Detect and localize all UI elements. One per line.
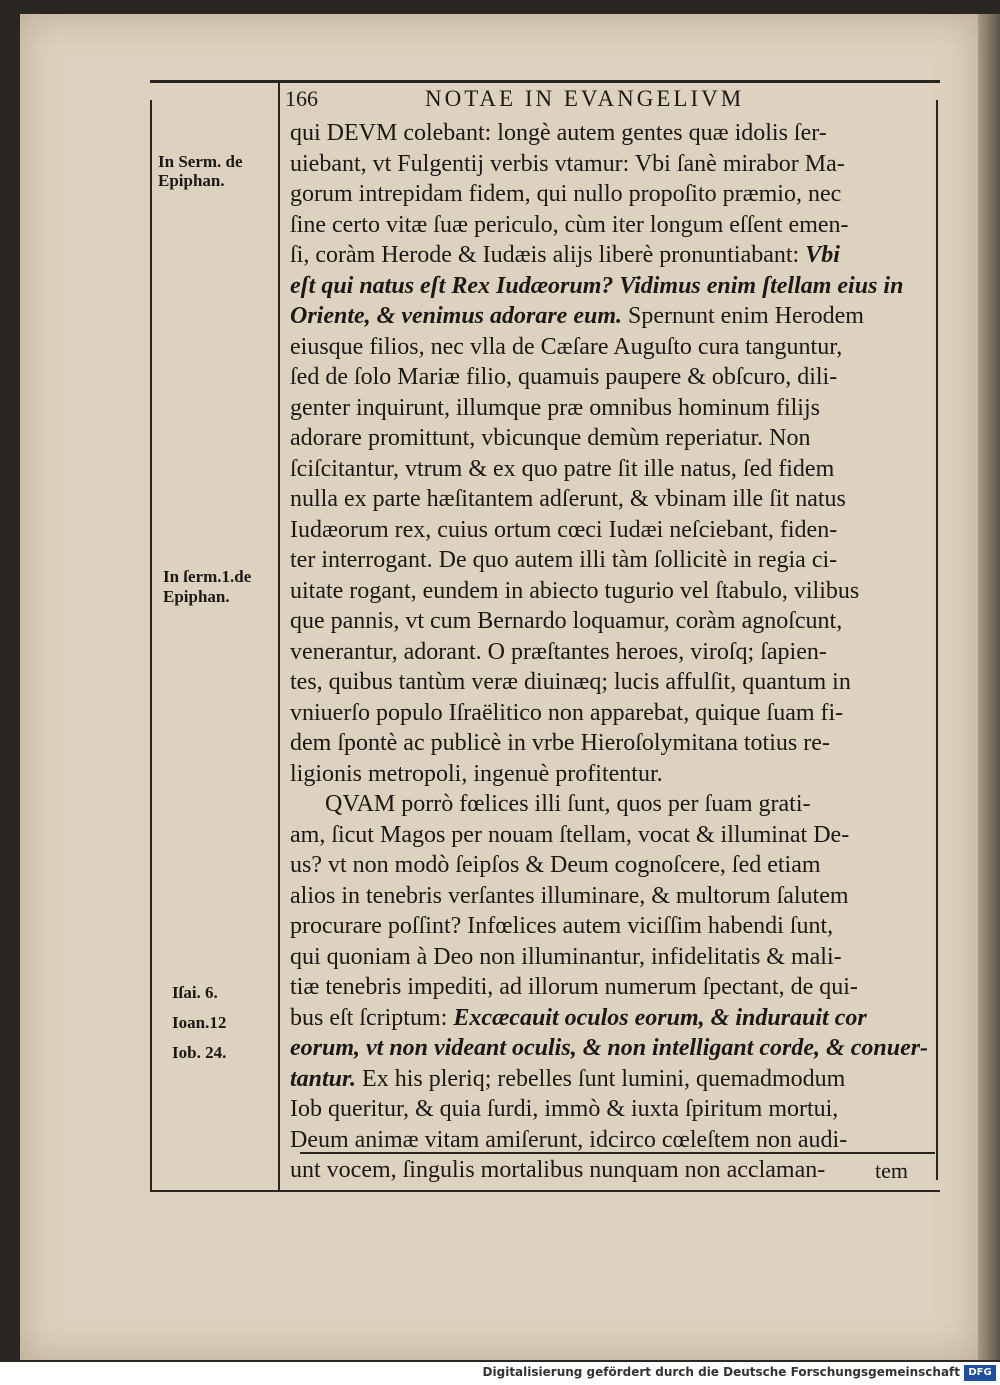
text-span: ſi, coràm Herode & Iudæis alijs liberè pronuntiabant:: [290, 242, 800, 268]
text-line: uiebant, vt Fulgentij verbis vtamur: Vbi ſanè mirabor Ma-: [290, 150, 845, 177]
text-line: ſed de ſolo Mariæ filio, quamuis paupere & obſcuro, dili-: [290, 364, 838, 390]
text-line: procurare poſſint? Infœlices autem viciſſim habendi ſunt,: [290, 913, 834, 939]
dfg-logo: DFG: [964, 1365, 996, 1381]
margin-note: Iob. 24.: [172, 1043, 227, 1062]
text-line: ligionis metropoli, ingenuè profitentur.: [290, 760, 663, 787]
margin-rule-right: [936, 100, 938, 1180]
text-span: Ex his pleriq; rebelles ſunt lumini, quemadmodum: [362, 1065, 846, 1092]
margin-rule-left: [150, 100, 152, 1190]
text-line-quotation: eſt qui natus eſt Rex Iudæorum? Vidimus enim ſtellam eius in: [290, 272, 904, 299]
bottom-rule: [150, 1190, 940, 1192]
footer-credit: Digitalisierung gefördert durch die Deutsche Forschungsgemeinschaft: [482, 1365, 960, 1379]
footer-bar: [0, 1362, 1000, 1385]
text-line: qui quoniam à Deo non illuminantur, infidelitatis & mali-: [290, 943, 842, 970]
text-line: alios in tenebris verſantes illuminare, & multorum ſalutem: [290, 882, 849, 909]
text-line: eiusque filios, nec vlla de Cæſare Auguſto cura tanguntur,: [290, 333, 843, 360]
text-line: [290, 1064, 935, 1095]
quotation: Excæcauit oculos eorum, & indurauit cor: [453, 1004, 867, 1031]
text-line-paragraph-start: QVAM porrò fœlices illi ſunt, quos per ſuam grati-: [325, 791, 811, 817]
text-line: us? vt non modò ſeipſos & Deum cognoſcere, ſed etiam: [290, 852, 821, 878]
text-line: que pannis, vt cum Bernardo loquamur, coràm agnoſcunt,: [290, 608, 843, 634]
text-line: Iudæorum rex, cuius ortum cœci Iudæi neſciebant, fiden-: [290, 516, 838, 543]
running-head: [285, 86, 925, 116]
text-line: [290, 240, 935, 271]
margin-note: In ſerm.1.de: [163, 567, 252, 586]
margin-rule-inner: [278, 80, 280, 1190]
scan-edge: [978, 14, 1000, 1360]
body-text: [290, 118, 935, 1186]
text-line: qui DEVM colebant: longè autem gentes quæ idolis ſer-: [290, 120, 827, 146]
text-line: venerantur, adorant. O præſtantes heroes, viroſq; ſapien-: [290, 638, 827, 665]
page-number: 166: [285, 86, 318, 111]
text-line: ſciſcitantur, vtrum & ex quo patre ſit ille natus, ſed fidem: [290, 455, 835, 482]
catchword: tem: [875, 1158, 908, 1183]
text-line: genter inquirunt, illumque præ omnibus hominum filijs: [290, 394, 820, 421]
text-line: nulla ex parte hæſitantem adſerunt, & vbinam ille ſit natus: [290, 486, 846, 512]
text-line: dem ſpontè ac publicè in vrbe Hieroſolymitana totius re-: [290, 730, 830, 756]
text-line: adorare promittunt, vbicunque demùm reperiatur. Non: [290, 425, 811, 451]
quotation: tantur.: [290, 1065, 357, 1092]
text-line: tiæ tenebris impediti, ad illorum numerum ſpectant, de qui-: [290, 974, 858, 1000]
text-line: Iob queritur, & quia ſurdi, immò & iuxta ſpiritum mortui,: [290, 1096, 839, 1122]
running-title: NOTAE IN EVANGELIVM: [425, 86, 745, 111]
margin-note: Iſai. 6.: [172, 983, 218, 1002]
quotation: Oriente, & venimus adorare eum.: [290, 303, 623, 329]
margin-note: In Serm. de: [158, 152, 243, 171]
text-span: bus eſt ſcriptum:: [290, 1004, 448, 1031]
text-line-quotation: eorum, vt non videant oculis, & non intelligant corde, & conuer-: [290, 1035, 929, 1061]
text-line: Deum animæ vitam amiſerunt, idcirco cœleſtem non audi-: [290, 1126, 848, 1153]
text-span: Spernunt enim Herodem: [628, 303, 864, 329]
header-rule: [150, 80, 940, 83]
text-line: [290, 1003, 935, 1034]
margin-note: Epiphan.: [158, 171, 225, 190]
margin-note: Epiphan.: [163, 587, 230, 606]
text-line: tes, quibus tantùm veræ diuinæq; lucis affulſit, quantum in: [290, 669, 851, 695]
quotation: Vbi: [805, 242, 840, 268]
text-line: uitate rogant, eundem in abiecto tugurio vel ſtabulo, vilibus: [290, 577, 860, 604]
text-line: unt vocem, ſingulis mortalibus nunquam non acclaman-: [290, 1157, 826, 1183]
text-line: ſine certo vitæ ſuæ periculo, cùm iter longum eſſent emen-: [290, 211, 849, 238]
text-line: am, ſicut Magos per nouam ſtellam, vocat & illuminat De-: [290, 821, 850, 848]
margin-note: Ioan.12: [172, 1013, 227, 1032]
text-line: [290, 301, 935, 332]
text-line: ter interrogant. De quo autem illi tàm ſollicitè in regia ci-: [290, 547, 838, 573]
text-line: vniuerſo populo Iſraëlitico non apparebat, quique ſuam fi-: [290, 699, 844, 726]
text-line: gorum intrepidam fidem, qui nullo propoſito præmio, nec: [290, 181, 842, 207]
